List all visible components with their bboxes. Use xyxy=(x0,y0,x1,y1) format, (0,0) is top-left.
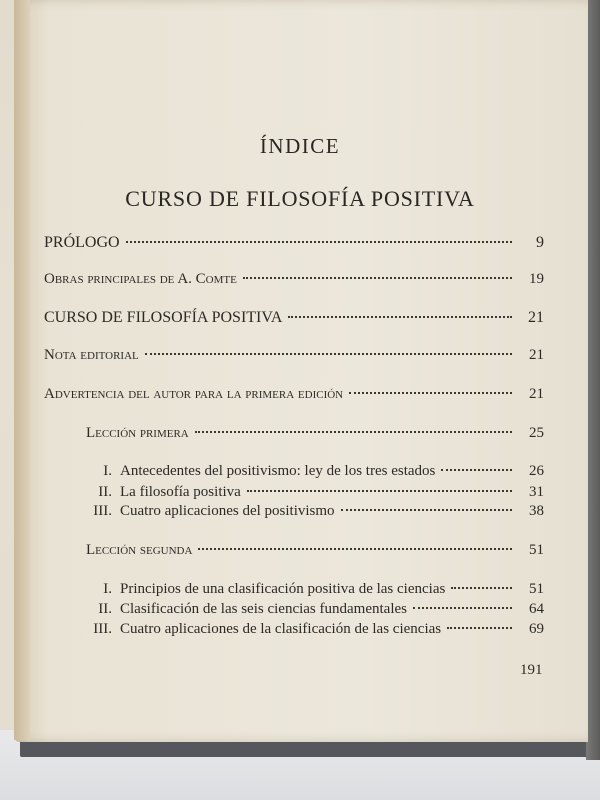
leader-dots xyxy=(243,277,512,279)
leader-dots xyxy=(145,353,512,355)
toc-page-number: 25 xyxy=(529,425,544,441)
toc-page-number: 38 xyxy=(529,503,544,519)
leader-dots xyxy=(413,607,512,609)
toc-label: Obras principales de A. Comte xyxy=(44,271,237,287)
toc-entry-advertencia xyxy=(44,386,544,403)
toc-subentry xyxy=(86,601,544,618)
book-title: CURSO DE FILOSOFÍA POSITIVA xyxy=(125,186,475,211)
toc-label: PRÓLOGO xyxy=(44,234,120,251)
toc-entry-leccion-primera xyxy=(86,425,544,442)
toc-roman-numeral: I. xyxy=(103,581,112,597)
leader-dots xyxy=(451,587,512,589)
toc-entry-obras xyxy=(44,271,544,288)
toc-roman-numeral: III. xyxy=(93,621,112,637)
toc-page-number: 31 xyxy=(529,484,544,500)
index-heading: ÍNDICE xyxy=(259,134,341,158)
leader-dots xyxy=(198,548,512,550)
leader-dots xyxy=(441,469,512,471)
toc-page-number: 19 xyxy=(529,271,544,287)
page-folio-number: 191 xyxy=(520,662,543,678)
toc-label: Principios de una clasificación positiva de las ciencias xyxy=(120,581,446,597)
leader-dots xyxy=(447,627,512,629)
toc-label: Advertencia del autor para la primera edición xyxy=(44,386,344,402)
leader-dots xyxy=(126,241,512,243)
leader-dots xyxy=(247,490,512,492)
toc-page-number: 69 xyxy=(529,621,544,637)
toc-roman-numeral: II. xyxy=(98,601,112,617)
toc-page-number: 21 xyxy=(528,309,544,326)
toc-roman-numeral: II. xyxy=(98,484,112,500)
toc-subentry xyxy=(86,621,544,638)
toc-subentry xyxy=(86,463,544,480)
toc-label: Antecedentes del positivismo: ley de los tres estados xyxy=(120,463,436,479)
book-spine-edge xyxy=(586,0,600,760)
leader-dots xyxy=(341,509,512,511)
leader-dots xyxy=(195,431,512,433)
toc-roman-numeral: III. xyxy=(93,503,112,519)
toc-label: Lección primera xyxy=(86,425,189,441)
toc-page-number: 21 xyxy=(529,347,544,363)
toc-label: Nota editorial xyxy=(44,347,139,363)
toc-label: Cuatro aplicaciones de la clasificación de las ciencias xyxy=(120,621,442,637)
toc-subentry xyxy=(86,484,544,501)
toc-label: Clasificación de las seis ciencias fundamentales xyxy=(120,601,407,617)
toc-page-number: 51 xyxy=(529,581,544,597)
toc-subentry xyxy=(86,503,544,520)
toc-page-number: 9 xyxy=(536,234,544,251)
page-gutter xyxy=(14,0,30,740)
toc-label: Cuatro aplicaciones del positivismo xyxy=(120,503,335,519)
toc-entry-nota xyxy=(44,347,544,364)
toc-label: CURSO DE FILOSOFÍA POSITIVA xyxy=(44,309,283,326)
toc-label: La filosofía positiva xyxy=(120,484,241,500)
toc-entry-leccion-segunda xyxy=(86,542,544,559)
toc-label: Lección segunda xyxy=(86,542,193,558)
toc-entry-curso xyxy=(44,309,544,327)
toc-page-number: 26 xyxy=(529,463,544,479)
leader-dots xyxy=(288,316,512,318)
leader-dots xyxy=(349,392,512,394)
toc-roman-numeral: I. xyxy=(103,463,112,479)
toc-page-number: 51 xyxy=(529,542,544,558)
toc-entry-prologo xyxy=(44,234,544,252)
toc-page-number: 21 xyxy=(529,386,544,402)
toc-page-number: 64 xyxy=(529,601,544,617)
toc-subentry xyxy=(86,581,544,598)
